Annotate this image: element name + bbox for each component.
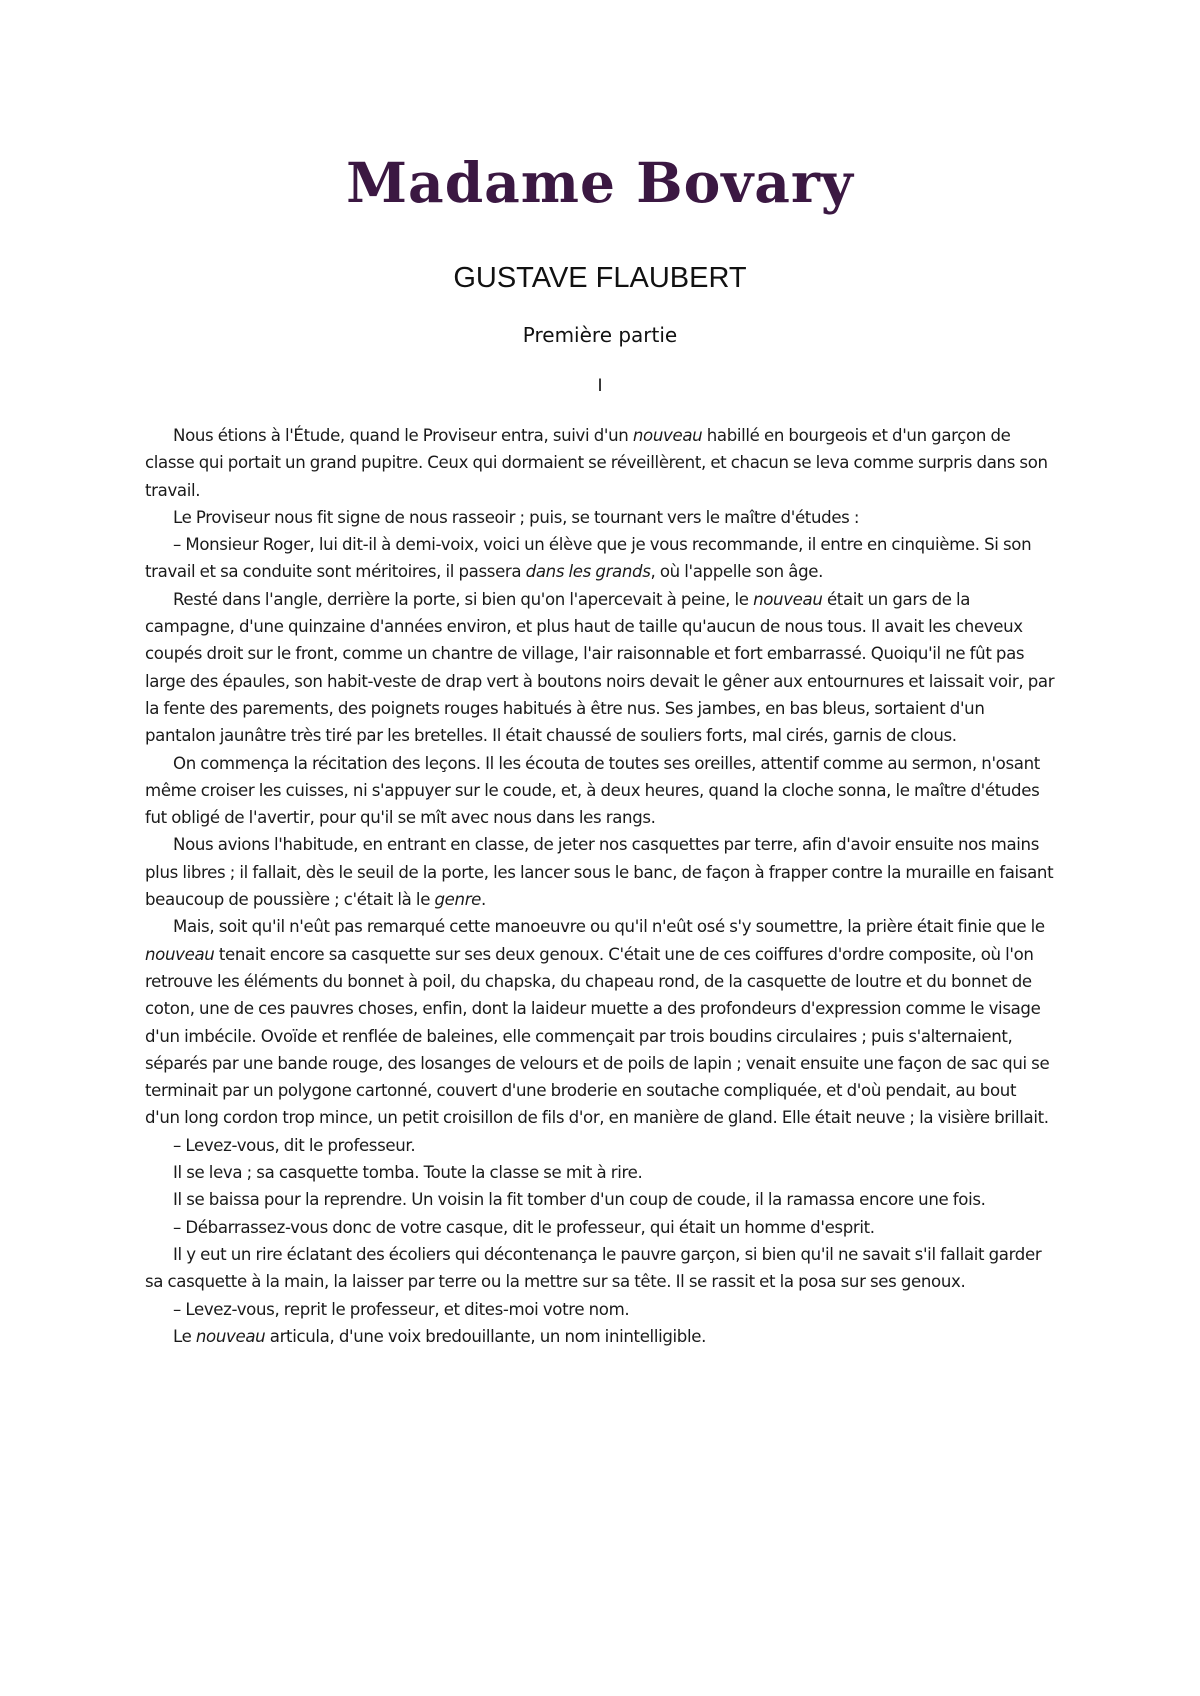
italic-text: genre [434,890,482,910]
paragraph [145,1296,1055,1323]
paragraph [145,1241,1055,1296]
chapter-number: I [597,376,603,396]
text-run: – Débarrassez-vous donc de votre casque, dit le professeur, qui était un homme d'esprit. [173,1217,875,1237]
text-run: habillé en bourgeois et d'un garçon de classe qui portait un grand pupitre. Ceux qui dormaient se réveillèrent, et chacun se leva comme surpris dans son travail. [145,426,1048,500]
paragraph [145,831,1055,913]
text-run: Il se baissa pour la reprendre. Un voisin la fit tomber d'un coup de coude, il la ramassa encore une fois. [173,1190,986,1210]
paragraph [145,1159,1055,1186]
text-run: – Levez-vous, reprit le professeur, et dites-moi votre nom. [173,1299,630,1319]
text-run: , où l'appelle son âge. [650,562,824,582]
text-run: . [481,890,486,910]
text-run: – Levez-vous, dit le professeur. [173,1135,416,1155]
text-run: Il se leva ; sa casquette tomba. Toute la classe se mit à rire. [173,1163,643,1183]
part-heading: Première partie [522,323,678,347]
text-run: Le Proviseur nous fit signe de nous rasseoir ; puis, se tournant vers le maître d'études : [173,507,860,527]
text-run: tenait encore sa casquette sur ses deux genoux. C'était une de ces coiffures d'ordre composite, où l'on retrouve les éléments du bonnet à poil, du chapska, du chapeau rond, de la casquette de loutre et du bonnet de coton, une de ces pauvres choses, enfin, dont la laideur muette a des profondeurs d'expression comme le visage d'un imbécile. Ovoïde et renflée de baleines, elle commençait par trois boudins circulaires ; puis s'alternaient, séparés par une bande rouge, des losanges de velours et de poils de lapin ; venait ensuite une façon de sac qui se terminait par un polygone cartonné, couvert d'une broderie en soutache compliquée, et d'où pendait, au bout d'un long cordon trop mince, un petit croisillon de fils d'or, en manière de gland. Elle était neuve ; la visière brillait. [145,944,1050,1128]
italic-text: dans les grands [525,562,651,582]
book-title: Madame Bovary [346,150,854,215]
paragraph [145,1132,1055,1159]
paragraph [145,1323,1055,1350]
paragraph [145,1214,1055,1241]
text-run: était un gars de la campagne, d'une quinzaine d'années environ, et plus haut de taille qu'aucun de nous tous. Il avait les cheveux coupés droit sur le front, comme un chantre de village, l'air raisonnable et fort embarrassé. Quoiqu'il ne fût pas large des épaules, son habit-veste de drap vert à boutons noirs devait le gêner aux entournures et laissait voir, par la fente des parements, des poignets rouges habitués à être nus. Ses jambes, en bas bleus, sortaient d'un pantalon jaunâtre très tiré par les bretelles. Il était chaussé de souliers forts, mal cirés, garnis de clous. [145,589,1055,746]
text-run: On commença la récitation des leçons. Il les écouta de toutes ses oreilles, attentif comme au sermon, n'osant même croiser les cuisses, ni s'appuyer sur le coude, et, à deux heures, quand la cloche sonna, le maître d'études fut obligé de l'avertir, pour qu'il se mît avec nous dans les rangs. [145,753,1040,828]
italic-text: nouveau [632,426,703,445]
paragraph [145,913,1055,1131]
paragraph [145,531,1055,586]
paragraph [145,504,1055,531]
paragraph [145,1186,1055,1213]
italic-text: nouveau [753,589,823,609]
text-run: articula, d'une voix bredouillante, un nom inintelligible. [265,1326,707,1346]
text-run: Resté dans l'angle, derrière la porte, si bien qu'on l'apercevait à peine, le [173,589,754,609]
text-run: Il y eut un rire éclatant des écoliers qui décontenança le pauvre garçon, si bien qu'il ne savait s'il fallait garder sa casquette à la main, la laisser par terre ou la mettre sur sa tête. Il se rassit et la posa sur ses genoux. [145,1244,1042,1292]
paragraph [145,750,1055,832]
paragraph [145,422,1055,504]
text-run: Nous avions l'habitude, en entrant en classe, de jeter nos casquettes par terre, afin d'avoir ensuite nos mains plus libres ; il fallait, dès le seuil de la porte, les lancer sous le banc, de façon à frapper contre la muraille en faisant beaucoup de poussière ; c'était là le [145,835,1054,910]
paragraph [145,586,1055,750]
italic-text: nouveau [195,1326,266,1346]
italic-text: nouveau [145,944,215,964]
body-text [145,422,1055,1350]
text-run: Le [173,1326,196,1346]
text-run: Mais, soit qu'il n'eût pas remarqué cette manoeuvre ou qu'il n'eût osé s'y soumettre, la prière était finie que le [173,917,1045,937]
text-run: Nous étions à l'Étude, quand le Proviseur entra, suivi d'un [173,426,633,445]
text-run: – Monsieur Roger, lui dit-il à demi-voix, voici un élève que je vous recommande, il entre en cinquième. Si son travail et sa conduite sont méritoires, il passera [145,535,1032,582]
author-name: GUSTAVE FLAUBERT [453,262,747,294]
